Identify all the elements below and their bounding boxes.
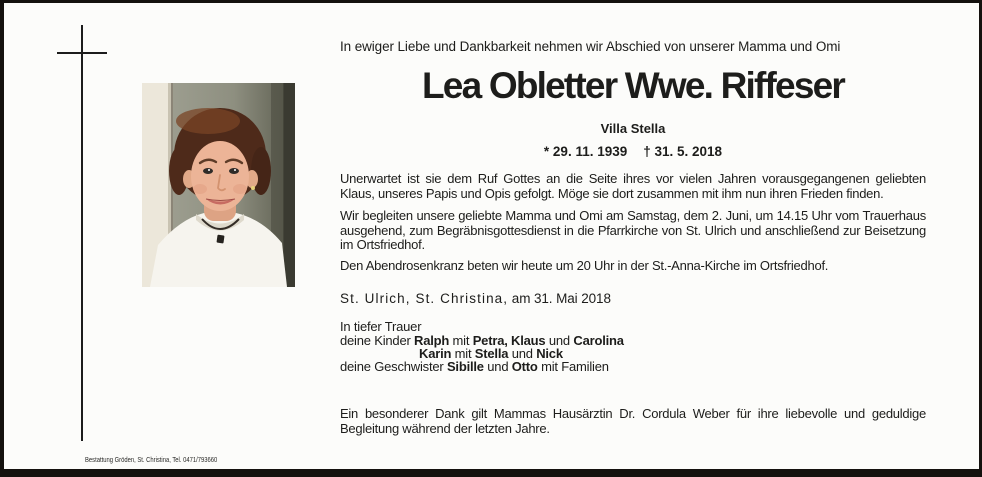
paragraph-passing: Unerwartet ist sie dem Ruf Gottes an die Seite ihres vor vielen Jahren vorausgegangenen geliebten Klaus, unseres Papis und Opis gefolgt. Möge sie dort zusammen mit ihm nun ihren Frieden finden. <box>340 171 926 201</box>
mourning-name: Karin <box>419 346 452 361</box>
portrait-photo <box>142 83 295 287</box>
intro-line: In ewiger Liebe und Dankbarkeit nehmen wir Abschied von unserer Mamma und Omi <box>340 39 841 54</box>
mourning-name: Petra, Klaus <box>472 333 546 348</box>
mourning-text: mit Familien <box>537 359 609 374</box>
portrait-illustration <box>142 83 295 287</box>
place-names: St. Ulrich, St. Christina, <box>340 291 509 306</box>
mourning-siblings-line <box>340 360 926 373</box>
mourning-name: Carolina <box>573 333 624 348</box>
mourning-name: Stella <box>474 346 509 361</box>
mourning-text: deine Geschwister <box>340 359 447 374</box>
memorial-cross-bar <box>57 52 107 54</box>
notice-date: am 31. Mai 2018 <box>508 291 611 306</box>
thanks-line-2: Begleitung während der letzten Jahre. <box>340 421 550 436</box>
mourning-text: deine Kinder <box>340 333 415 348</box>
memorial-cross-icon <box>81 25 83 441</box>
funeral-home-credit: Bestattung Gröden, St. Christina, Tel. 0471/793660 <box>85 455 218 464</box>
deceased-name: Lea Obletter Wwe. Riffeser <box>422 65 844 106</box>
paragraph-rosary: Den Abendrosenkranz beten wir heute um 20 Uhr in der St.-Anna-Kirche im Ortsfriedhof. <box>340 258 829 273</box>
mourning-text: und <box>508 346 537 361</box>
mourning-text: und <box>545 333 574 348</box>
death-date: † 31. 5. 2018 <box>643 144 723 159</box>
thanks-line-1: Ein besonderer Dank gilt Mammas Hausärztin Dr. Cordula Weber für ihre liebevolle und geduldige <box>340 406 926 421</box>
mourning-name: Otto <box>511 359 538 374</box>
birth-date: * 29. 11. 1939 <box>543 144 628 159</box>
life-dates <box>340 144 926 159</box>
mourning-text: mit <box>451 346 475 361</box>
mourning-name: Nick <box>536 346 563 361</box>
mourning-name: Sibille <box>446 359 484 374</box>
mourning-name: Ralph <box>414 333 450 348</box>
mourning-lead: In tiefer Trauer <box>340 319 422 334</box>
paragraph-funeral: Wir begleiten unsere geliebte Mamma und Omi am Samstag, dem 2. Juni, um 14.15 Uhr vom Trauerhaus ausgehend, zum Begräbnisgottesdienst in die Pfarrkirche von St. Ulrich und anschließend zur Beisetzung im Ortsfriedhof. <box>340 208 926 253</box>
mourning-text: mit <box>449 333 473 348</box>
mourning-text: und <box>483 359 512 374</box>
residence-name: Villa Stella <box>600 121 666 136</box>
place-date-line <box>340 291 926 306</box>
obituary-sheet <box>4 3 979 469</box>
